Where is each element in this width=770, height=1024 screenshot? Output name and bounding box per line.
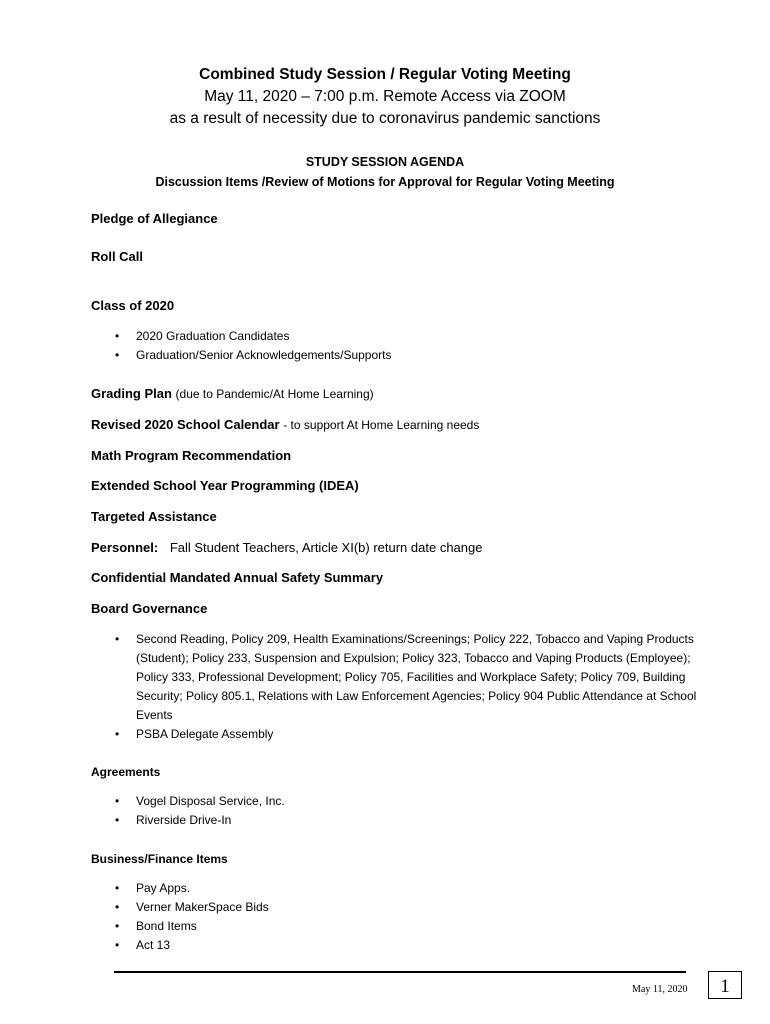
section-board-governance-label: Board Governance — [91, 601, 208, 616]
section-personnel-value: Fall Student Teachers, Article XI(b) return date change — [169, 540, 483, 555]
meeting-reason-line: as a result of necessity due to coronavirus pandemic sanctions — [169, 110, 601, 127]
section-grading-plan-label: Grading Plan — [91, 386, 172, 401]
section-class-2020 — [91, 297, 174, 315]
section-business-finance-label: Business/Finance Items — [91, 852, 228, 866]
section-personnel — [91, 539, 482, 557]
section-extended-school-year — [91, 477, 359, 495]
list-item: • 2020 Graduation Candidates — [91, 327, 721, 346]
page-number: 1 — [708, 971, 742, 999]
list-item: • Second Reading, Policy 209, Health Examinations/Screenings; Policy 222, Tobacco and Vaping Products (Student); Policy 233, Suspension and Expulsion; Policy 323, Tobacco and Vaping Products (Employee); Policy 333, Professional Development; Policy 705, Facilities and Workplace Safety; Policy 709, Building Security; Policy 805.1, Relations with Law Enforcement Agencies; Policy 904 Public Attendance at School Events — [115, 632, 697, 722]
agenda-heading: STUDY SESSION AGENDA — [305, 155, 465, 169]
list-item: • Pay Apps. — [91, 879, 721, 898]
bullet-icon: • — [115, 632, 120, 646]
section-agreements-label: Agreements — [91, 765, 161, 779]
section-business-finance — [91, 850, 228, 868]
board-governance-list — [91, 630, 721, 744]
bullet-icon: • — [115, 329, 120, 343]
section-safety-summary-label: Confidential Mandated Annual Safety Summary — [91, 570, 384, 585]
section-agreements — [91, 763, 160, 781]
section-targeted-assistance — [91, 508, 217, 526]
bullet-icon: • — [115, 727, 120, 741]
bullet-icon: • — [115, 348, 120, 362]
section-pledge-label: Pledge of Allegiance — [91, 211, 218, 226]
meeting-date-line: May 11, 2020 – 7:00 p.m. Remote Access via ZOOM — [204, 88, 566, 105]
section-personnel-label: Personnel: — [91, 540, 159, 555]
bullet-icon: • — [115, 881, 120, 895]
agenda-subheading: Discussion Items /Review of Motions for Approval for Regular Voting Meeting — [155, 175, 615, 189]
section-revised-calendar-note: - to support At Home Learning needs — [283, 418, 480, 432]
bullet-icon: • — [115, 938, 120, 952]
section-board-governance — [91, 600, 207, 618]
section-class-2020-label: Class of 2020 — [91, 298, 175, 313]
list-item: • PSBA Delegate Assembly — [91, 725, 721, 744]
section-math-program-label: Math Program Recommendation — [91, 448, 292, 463]
section-grading-plan — [91, 385, 374, 403]
footer-divider — [114, 971, 686, 973]
list-item: • Verner MakerSpace Bids — [91, 898, 721, 917]
bullet-icon: • — [115, 813, 120, 827]
section-pledge — [91, 210, 218, 228]
section-grading-plan-note: (due to Pandemic/At Home Learning) — [175, 387, 374, 401]
list-item: • Graduation/Senior Acknowledgements/Supports — [91, 346, 721, 365]
list-item: • Vogel Disposal Service, Inc. — [91, 792, 721, 811]
section-extended-school-year-label: Extended School Year Programming (IDEA) — [91, 478, 359, 493]
bullet-icon: • — [115, 900, 120, 914]
section-revised-calendar-label: Revised 2020 School Calendar — [91, 417, 280, 432]
meeting-title: Combined Study Session / Regular Voting Meeting — [199, 66, 571, 83]
business-finance-list — [91, 879, 721, 955]
list-item: • Bond Items — [91, 917, 721, 936]
document-header — [0, 64, 770, 130]
list-item: • Act 13 — [91, 936, 721, 955]
bullet-icon: • — [115, 794, 120, 808]
agenda-heading-block — [0, 152, 770, 192]
section-math-program — [91, 447, 291, 465]
class-2020-list — [91, 327, 721, 365]
section-targeted-assistance-label: Targeted Assistance — [91, 509, 217, 524]
section-roll-call — [91, 248, 143, 266]
agreements-list — [91, 792, 721, 830]
footer-date: May 11, 2020 — [632, 984, 688, 995]
list-item: • Riverside Drive-In — [91, 811, 721, 830]
section-safety-summary — [91, 569, 383, 587]
bullet-icon: • — [115, 919, 120, 933]
section-roll-call-label: Roll Call — [91, 249, 144, 264]
section-revised-calendar — [91, 416, 479, 434]
